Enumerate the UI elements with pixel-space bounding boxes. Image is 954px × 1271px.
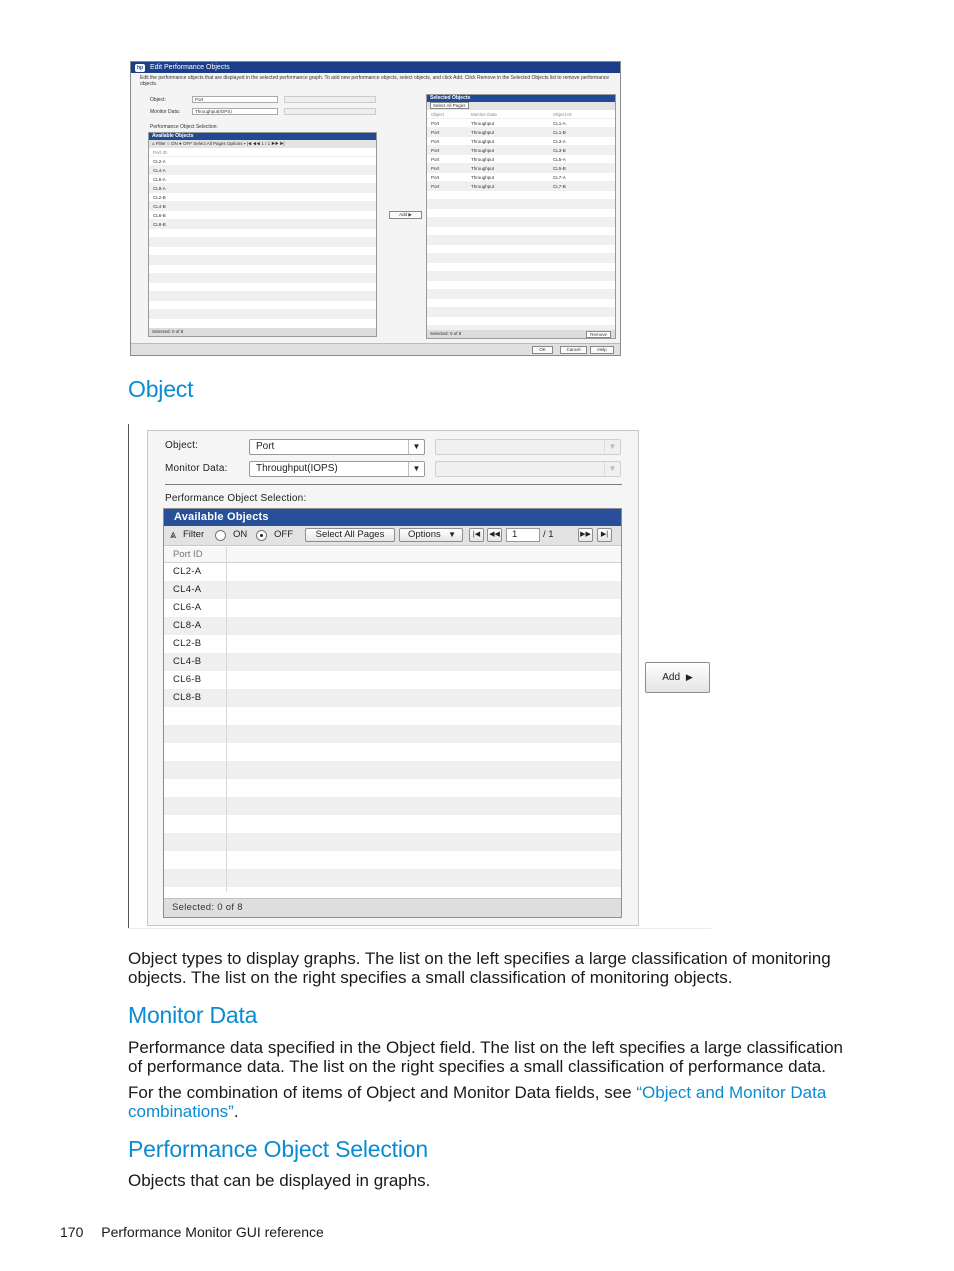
- thumb-selected-rows: [427, 119, 615, 335]
- monitor-data-dropdown[interactable]: [249, 461, 425, 477]
- object-monitor-combinations-link[interactable]: “Object and Monitor Data combinations”: [128, 1083, 827, 1121]
- table-row[interactable]: [164, 851, 621, 869]
- thumb-available-toolbar: ⩓ Filter ○ ON ● OFF Select All Pages Options ▾ |◀ ◀◀ 1 / 1 ▶▶ ▶|: [149, 140, 376, 148]
- thumb-selected-cell: Port: [431, 121, 440, 126]
- table-row[interactable]: [164, 779, 621, 797]
- filter-off-label: OFF: [274, 529, 293, 540]
- monitor-data-dropdown-value: Throughput(IOPS): [256, 463, 338, 474]
- thumb-table-row: CL4-B: [149, 202, 376, 211]
- thumb-selected-cell: Throughput: [471, 175, 495, 180]
- thumb-table-row: [149, 274, 376, 283]
- thumb-selected-cell: Port: [431, 130, 440, 135]
- thumb-available-footer: Selected: 0 of 8: [149, 328, 376, 336]
- thumb-table-row: [149, 247, 376, 256]
- thumb-selected-row: [427, 182, 615, 191]
- thumb-selected-row: [427, 263, 615, 272]
- options-button[interactable]: [399, 528, 463, 542]
- thumb-remove-button[interactable]: Remove: [586, 331, 611, 338]
- thumb-selected-row: [427, 191, 615, 200]
- heading-monitor-data: Monitor Data: [128, 1002, 258, 1028]
- thumb-selected-cell: Throughput: [471, 184, 495, 189]
- thumb-selected-row: [427, 281, 615, 290]
- table-row[interactable]: [164, 725, 621, 743]
- chevron-down-icon: ▼: [604, 462, 620, 476]
- thumb-table-row: [149, 310, 376, 319]
- add-button[interactable]: [645, 662, 710, 693]
- thumb-selected-cell: CL1-A: [553, 121, 566, 126]
- filter-collapse-icon[interactable]: ⩓: [170, 529, 177, 541]
- table-row[interactable]: CL2-B: [173, 638, 202, 649]
- thumb-selected-row: [427, 245, 615, 254]
- object-dropdown-value: Port: [256, 441, 275, 452]
- thumb-selected-row: [427, 119, 615, 128]
- thumb-table-row: [149, 256, 376, 265]
- thumb-selected-row: [427, 200, 615, 209]
- performance-object-selection-label: Performance Object Selection:: [165, 493, 307, 504]
- chevron-down-icon: ▼: [408, 462, 424, 476]
- thumb-selected-row: [427, 290, 615, 299]
- next-page-icon[interactable]: ▶▶: [578, 528, 593, 542]
- thumb-selected-row: [427, 236, 615, 245]
- thumb-selected-cell: Port: [431, 184, 440, 189]
- table-row[interactable]: [164, 761, 621, 779]
- thumb-table-row: CL6-A: [149, 175, 376, 184]
- page-footer: [60, 1224, 324, 1240]
- thumb-selected-cell: Port: [431, 139, 440, 144]
- filter-on-label: ON: [233, 529, 248, 540]
- available-objects-toolbar: [164, 526, 621, 546]
- thumb-table-row: [149, 292, 376, 301]
- thumb-selected-cell: Throughput: [471, 157, 495, 162]
- table-row[interactable]: [164, 833, 621, 851]
- table-row[interactable]: [164, 797, 621, 815]
- port-id-column-header[interactable]: Port ID: [164, 547, 621, 563]
- thumb-table-row: CL8-A: [149, 184, 376, 193]
- thumb-table-row: CL2-A: [149, 157, 376, 166]
- table-row[interactable]: CL8-B: [164, 689, 621, 707]
- add-button-label: Add: [662, 672, 681, 683]
- thumb-bottom-bar: [131, 343, 620, 355]
- available-objects-title: Available Objects: [164, 509, 621, 526]
- page-number-input[interactable]: 1: [506, 528, 540, 542]
- thumb-selected-cell: Port: [431, 175, 440, 180]
- thumb-selected-row: [427, 146, 615, 155]
- monitor-data-label: Monitor Data:: [165, 463, 228, 474]
- thumb-selected-row: [427, 209, 615, 218]
- thumb-table-row: CL4-A: [149, 166, 376, 175]
- thumb-selected-cell: Throughput: [471, 139, 495, 144]
- thumb-port-header: Port ID: [149, 148, 376, 157]
- monitor-data-combination-text: For the combination of items of Object and Monitor Data fields, see “Object and Monitor Data combinations”.: [128, 1083, 827, 1121]
- thumb-object-dropdown[interactable]: Port: [192, 96, 278, 103]
- thumb-monitor-sub-dropdown: [284, 108, 376, 115]
- select-all-pages-button[interactable]: Select All Pages: [305, 528, 395, 542]
- available-objects-panel: [163, 508, 622, 918]
- monitor-data-sub-dropdown: [435, 461, 621, 477]
- thumb-selected-footer: Selected: 0 of 8 Remove: [427, 330, 615, 338]
- thumb-selected-cell: Throughput: [471, 130, 495, 135]
- last-page-icon[interactable]: ▶|: [597, 528, 612, 542]
- filter-label: Filter: [183, 529, 205, 540]
- heading-performance-object-selection: Performance Object Selection: [128, 1136, 428, 1162]
- chevron-down-icon: ▼: [604, 440, 620, 454]
- thumb-add-button[interactable]: Add ▶: [389, 211, 422, 219]
- thumb-monitor-dropdown[interactable]: Throughput(IOPS): [192, 108, 278, 115]
- table-row[interactable]: CL8-A: [164, 617, 621, 635]
- thumb-selected-row: [427, 272, 615, 281]
- port-rows: [164, 563, 621, 887]
- thumb-title: Edit Performance Objects: [150, 64, 230, 71]
- thumb-selected-cell: Throughput: [471, 148, 495, 153]
- performance-object-selection-description: Objects that can be displayed in graphs.: [128, 1171, 431, 1190]
- thumbnail-screenshot: [130, 61, 621, 356]
- thumb-description: Edit the performance objects that are displayed in the selected performance graph. To add new performance objects, select objects, and click Add. Click Remove in the Selected Objects list to remove performance objects.: [140, 75, 610, 87]
- thumb-table-row: [149, 283, 376, 292]
- thumb-selected-row: [427, 254, 615, 263]
- arrow-right-icon: ▶: [685, 672, 693, 682]
- thumb-selected-toolbar: [427, 102, 615, 110]
- caret-down-icon: ▼: [448, 530, 456, 539]
- thumb-selected-row: [427, 227, 615, 236]
- column-divider: [226, 547, 227, 892]
- thumb-monitor-label: Monitor Data:: [150, 109, 181, 115]
- thumb-selected-row: [427, 164, 615, 173]
- thumb-selected-cell: CL3-A: [553, 139, 566, 144]
- table-row[interactable]: CL6-A: [173, 602, 202, 613]
- previous-page-icon[interactable]: ◀◀: [487, 528, 502, 542]
- thumb-selected-cell: Port: [431, 148, 440, 153]
- thumb-selected-row: [427, 299, 615, 308]
- available-objects-footer: Selected: 0 of 8: [164, 898, 621, 917]
- thumb-selected-row: [427, 218, 615, 227]
- thumb-selected-row: [427, 308, 615, 317]
- table-row[interactable]: [164, 743, 621, 761]
- thumb-table-row: CL6-B: [149, 211, 376, 220]
- thumb-selected-cell: CL3-B: [553, 148, 566, 153]
- table-row[interactable]: CL4-B: [164, 653, 621, 671]
- thumb-selected-row: [427, 173, 615, 182]
- table-row[interactable]: [164, 869, 621, 887]
- hp-logo-icon: hp: [136, 64, 144, 71]
- object-sub-dropdown: [435, 439, 621, 455]
- thumb-table-row: [149, 301, 376, 310]
- footer-title: Performance Monitor GUI reference: [101, 1224, 324, 1240]
- thumb-selected-cell: CL5-A: [553, 157, 566, 162]
- thumb-ok-button[interactable]: OK: [532, 346, 553, 354]
- thumb-object-sub-dropdown: [284, 96, 376, 103]
- thumb-selected-row: [427, 128, 615, 137]
- thumb-selected-cell: Throughput: [471, 166, 495, 171]
- thumb-selection-label: Performance Object Selection:: [150, 124, 218, 130]
- thumb-selected-row: [427, 137, 615, 146]
- thumb-selected-header: Object Monitor Data Object ID: [427, 110, 615, 119]
- monitor-data-description: Performance data specified in the Object field. The list on the left specifies a large classification of performance data. The list on the right specifies a small classification of performance data.: [128, 1038, 844, 1076]
- thumb-selected-title: Selected Objects: [427, 95, 615, 102]
- thumb-selected-cell: Port: [431, 157, 440, 162]
- thumb-object-label: Object:: [150, 97, 166, 103]
- thumb-table-row: [149, 265, 376, 274]
- thumb-titlebar: [131, 62, 620, 73]
- thumb-selected-cell: CL7-A: [553, 175, 566, 180]
- thumb-available-panel: [148, 132, 377, 337]
- thumb-select-all-button[interactable]: Select All Pages: [430, 102, 469, 109]
- thumb-table-row: CL2-B: [149, 193, 376, 202]
- table-row[interactable]: [164, 815, 621, 833]
- object-dropdown[interactable]: [249, 439, 425, 455]
- heading-object: Object: [128, 376, 194, 402]
- thumb-cancel-button[interactable]: Cancel: [560, 346, 587, 354]
- chevron-down-icon: ▼: [408, 440, 424, 454]
- thumb-selected-panel: [426, 94, 616, 339]
- thumb-selected-cell: CL1-B: [553, 130, 566, 135]
- thumb-help-button[interactable]: Help: [590, 346, 614, 354]
- thumb-table-row: [149, 238, 376, 247]
- thumb-selected-cell: CL7-B: [553, 184, 566, 189]
- filter-on-radio[interactable]: [215, 530, 226, 541]
- thumb-selected-row: [427, 155, 615, 164]
- thumb-port-rows: [149, 157, 376, 319]
- object-label: Object:: [165, 440, 199, 451]
- thumb-selected-row: [427, 317, 615, 326]
- page-number: 170: [60, 1224, 84, 1240]
- thumb-selected-cell: Throughput: [471, 121, 495, 126]
- thumb-available-title: Available Objects: [149, 133, 376, 140]
- table-row[interactable]: CL2-A: [173, 566, 202, 577]
- table-row[interactable]: [164, 707, 621, 725]
- table-row[interactable]: CL4-A: [164, 581, 621, 599]
- thumb-selected-cell: CL5-B: [553, 166, 566, 171]
- screenshot-bottom-rule: [128, 928, 711, 929]
- thumb-table-row: CL8-B: [149, 220, 376, 229]
- form-separator: [165, 484, 622, 485]
- table-row[interactable]: CL6-B: [173, 674, 202, 685]
- thumb-selected-cell: Port: [431, 166, 440, 171]
- filter-off-radio[interactable]: [256, 530, 267, 541]
- thumb-table-row: [149, 229, 376, 238]
- screenshot-left-rule: [128, 424, 129, 929]
- options-button-label: Options: [408, 529, 441, 540]
- page-total: / 1: [543, 529, 554, 540]
- object-description: Object types to display graphs. The list on the left specifies a large classification of monitoring objects. The list on the right specifies a small classification of monitoring objects.: [128, 949, 831, 987]
- first-page-icon[interactable]: |◀: [469, 528, 484, 542]
